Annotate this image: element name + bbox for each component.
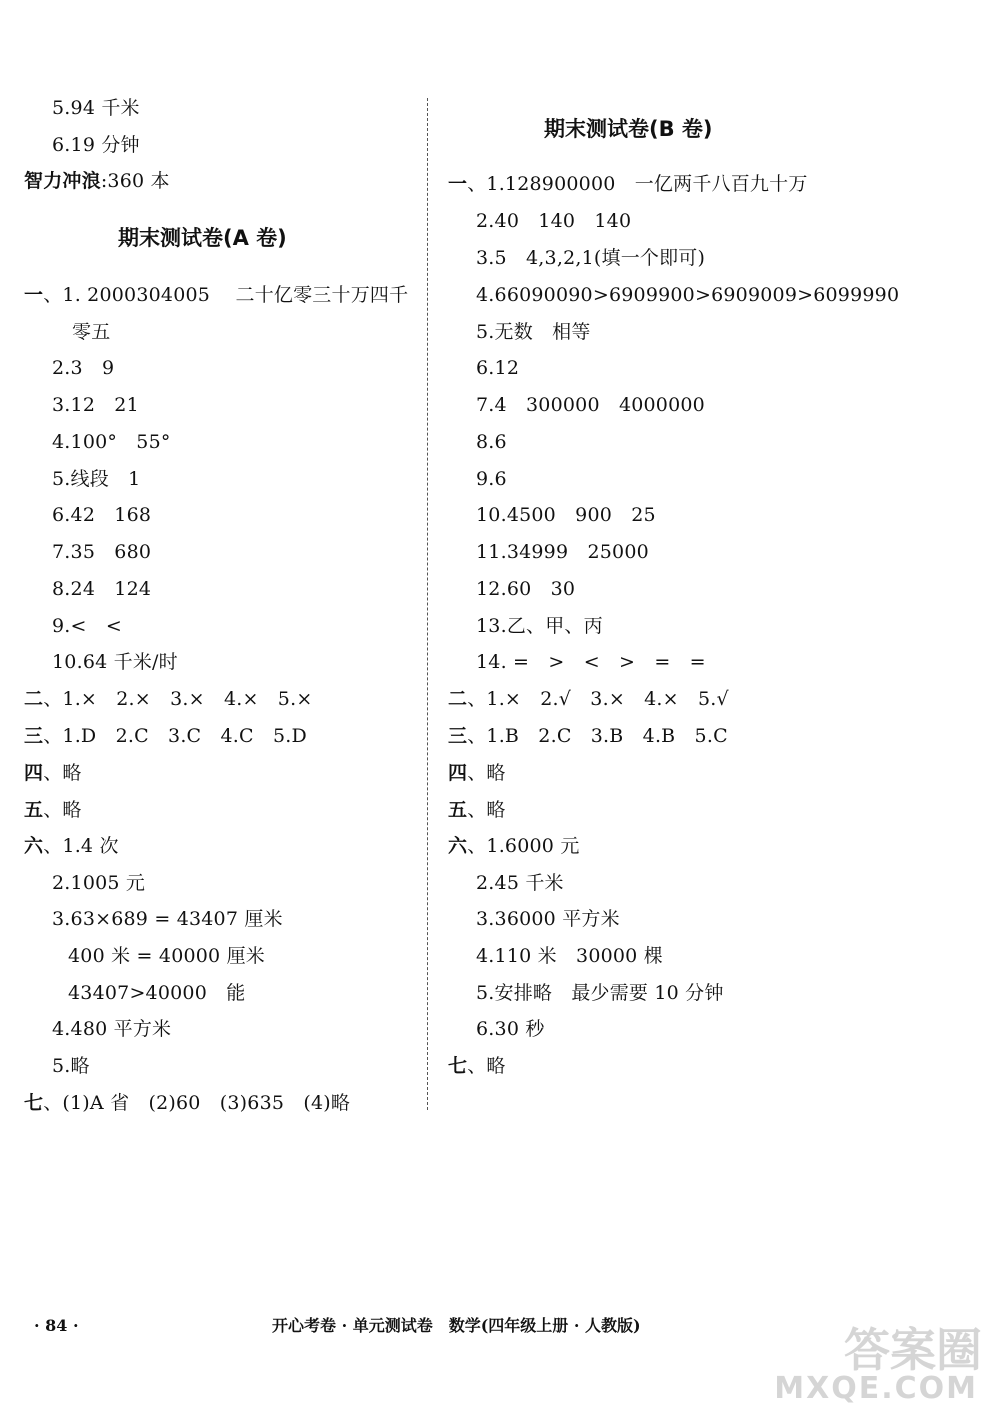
answer-line: 10.64 千米/时 (52, 651, 178, 673)
watermark-url: MXQE.COM (774, 1371, 978, 1406)
answer-line: 三、1.D 2.C 3.C 4.C 5.D (24, 725, 307, 747)
answer-line: 四、略 (448, 762, 506, 784)
section-heading-a: 期末测试卷(A 卷) (118, 226, 287, 250)
answer-line: 10.4500 900 25 (476, 504, 656, 526)
bonus-answer-line: 智力冲浪:360 本 (24, 170, 170, 192)
answer-line: 7.4 300000 4000000 (476, 394, 705, 416)
answer-line: 2.1005 元 (52, 872, 146, 894)
answer-line: 9.< < (52, 615, 122, 637)
book-title: 开心考卷 · 单元测试卷 数学(四年级上册 · 人教版) (272, 1316, 641, 1335)
answer-line: 五、略 (24, 799, 82, 821)
answer-line: 2.3 9 (52, 357, 115, 379)
section-heading-b: 期末测试卷(B 卷) (544, 117, 713, 141)
answer-line: 二、1.× 2.√ 3.× 4.× 5.√ (448, 688, 729, 710)
answer-line: 3.5 4,3,2,1(填一个即可) (476, 247, 706, 269)
answer-line: 9.6 (476, 468, 507, 490)
watermark-logo-text: 答案圈 (844, 1323, 982, 1377)
column-divider (427, 98, 428, 1110)
answer-line: 2.40 140 140 (476, 210, 632, 232)
answer-line: 零五 (72, 321, 111, 343)
answer-line: 13.乙、甲、丙 (476, 615, 603, 637)
answer-line: 七、(1)A 省 (2)60 (3)635 (4)略 (24, 1092, 351, 1114)
answer-line: 4.110 米 30000 棵 (476, 945, 663, 967)
answer-line: 5.无数 相等 (476, 321, 591, 343)
answer-line: 七、略 (448, 1055, 506, 1077)
answer-line: 8.6 (476, 431, 507, 453)
answer-line: 6.30 秒 (476, 1018, 545, 1040)
answer-line: 4.480 平方米 (52, 1018, 172, 1040)
answer-line: 5.略 (52, 1055, 90, 1077)
answer-line: 8.24 124 (52, 578, 152, 600)
answer-line: 43407>40000 能 (68, 982, 246, 1004)
answer-line: 11.34999 25000 (476, 541, 649, 563)
answer-line: 14. = > < > = = (476, 651, 706, 673)
answer-line: 6.19 分钟 (52, 134, 140, 156)
answer-line: 7.35 680 (52, 541, 152, 563)
answer-line: 5.94 千米 (52, 97, 140, 119)
answer-line: 一、1.128900000 一亿两千八百九十万 (448, 173, 808, 195)
answer-line: 五、略 (448, 799, 506, 821)
answer-line: 四、略 (24, 762, 82, 784)
answer-line: 二、1.× 2.× 3.× 4.× 5.× (24, 688, 313, 710)
answer-line: 4.100° 55° (52, 431, 171, 453)
answer-line: 400 米 = 40000 厘米 (68, 945, 265, 967)
answer-line: 一、1. 2000304005 二十亿零三十万四千 (24, 284, 409, 306)
answer-line: 5.线段 1 (52, 468, 141, 490)
answer-line: 六、1.6000 元 (448, 835, 580, 857)
answer-line: 6.12 (476, 357, 520, 379)
answer-line: 3.36000 平方米 (476, 908, 620, 930)
answer-line: 6.42 168 (52, 504, 152, 526)
answer-line: 5.安排略 最少需要 10 分钟 (476, 982, 724, 1004)
answer-line: 六、1.4 次 (24, 835, 119, 857)
answer-line: 12.60 30 (476, 578, 576, 600)
answer-line: 3.63×689 = 43407 厘米 (52, 908, 283, 930)
page-number: · 84 · (34, 1316, 79, 1335)
answer-line: 三、1.B 2.C 3.B 4.B 5.C (448, 725, 728, 747)
site-watermark (774, 1314, 982, 1406)
answer-line: 2.45 千米 (476, 872, 564, 894)
answer-line: 4.66090090>6909900>6909009>6099990 (476, 284, 900, 306)
answer-line: 3.12 21 (52, 394, 139, 416)
